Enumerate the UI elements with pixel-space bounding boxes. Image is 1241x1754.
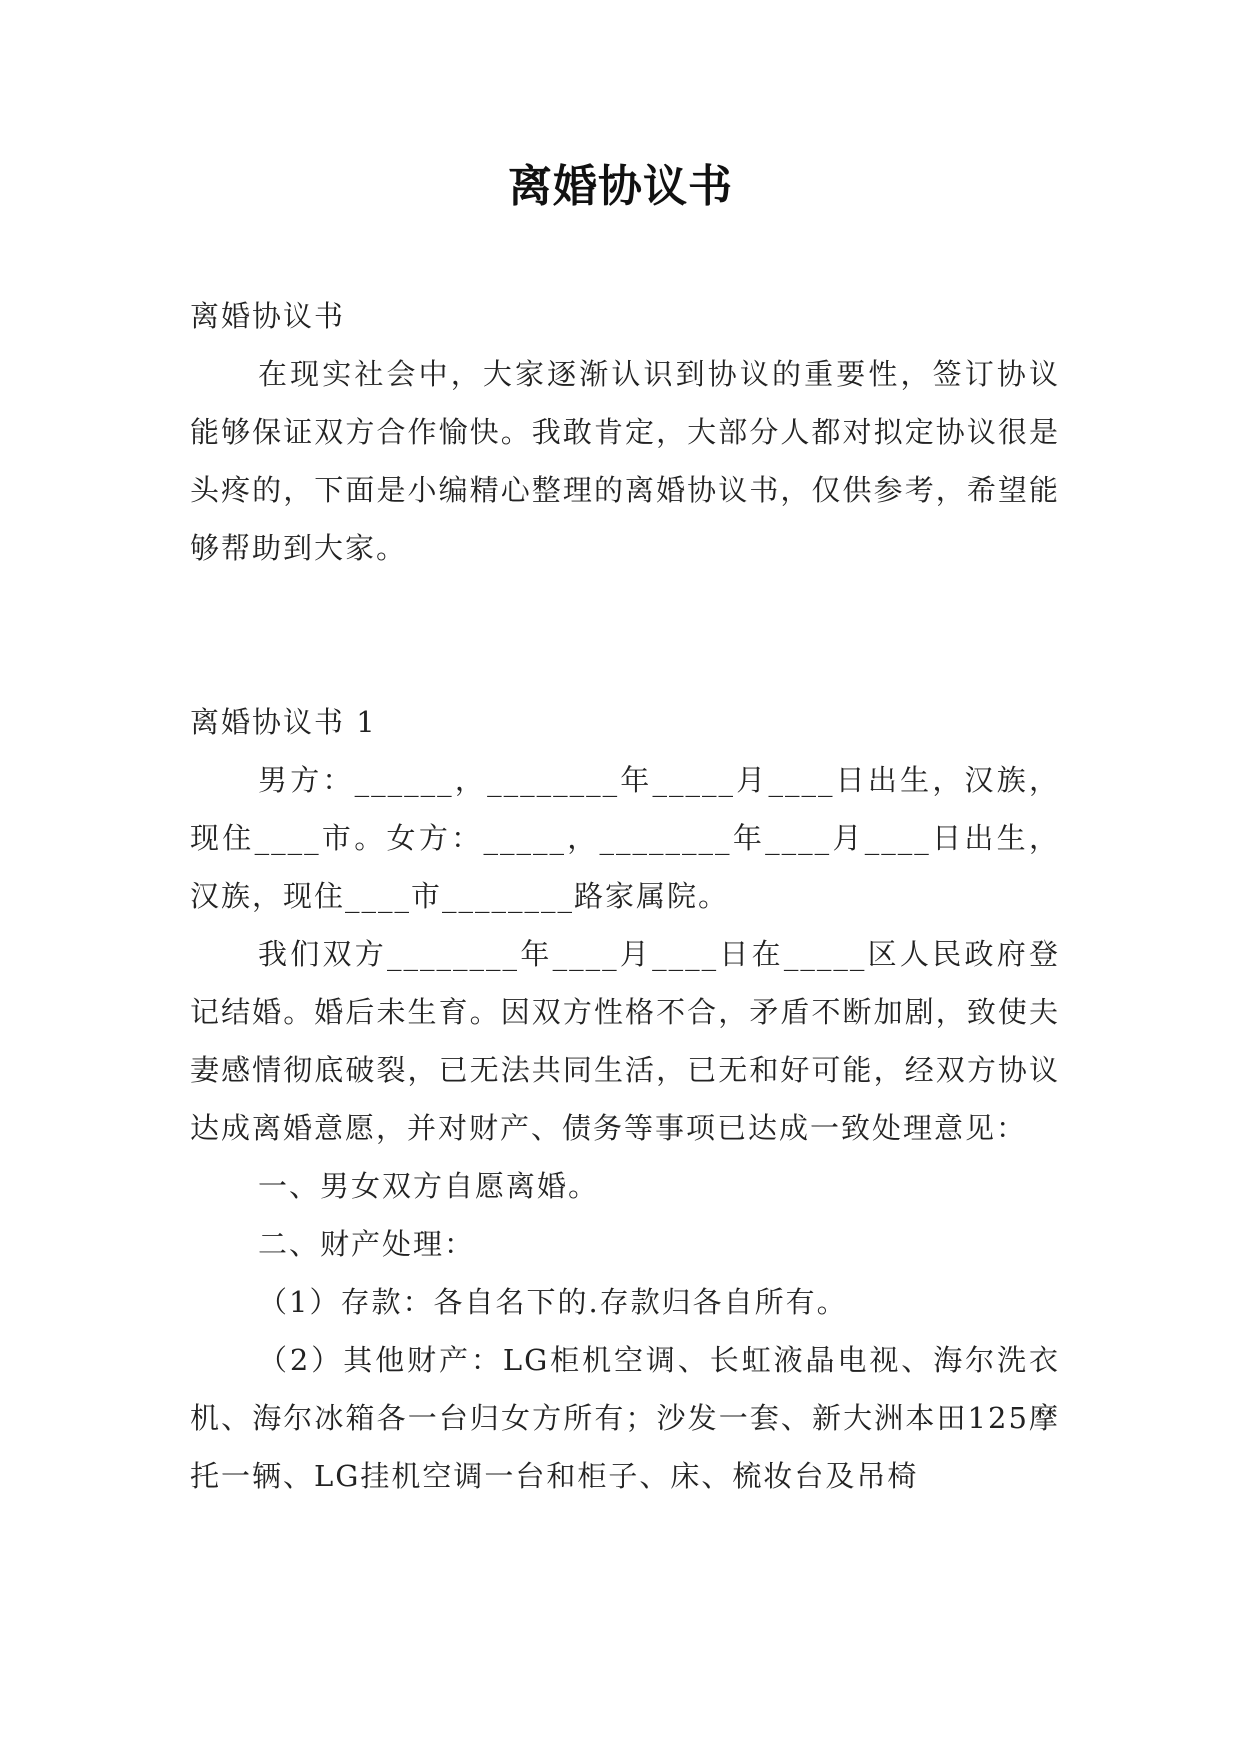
marriage-paragraph: 我们双方________年____月____日在_____区人民政府登记结婚。婚后未生育。因双方性格不合，矛盾不断加剧，致使夫妻感情彻底破裂，已无法共同生活，已无和好可能，经双方协议达成离婚意愿，并对财产、债务等事项已达成一致处理意见： (190, 937, 1060, 1145)
document-heading: 离婚协议书 (190, 299, 346, 333)
clause-divorce: 一、男女双方自愿离婚。 (258, 1169, 600, 1203)
section-spacer (190, 577, 1060, 693)
clause-other-property: （2）其他财产：LG柜机空调、长虹液晶电视、海尔洗衣机、海尔冰箱各一台归女方所有；沙发一套、新大洲本田125摩托一辆、LG挂机空调一台和柜子、床、梳妆台及吊椅 (190, 1343, 1060, 1493)
parties-paragraph: 男方：______，________年_____月____日出生，汉族，现住____市。女方：_____，________年____月____日出生，汉族，现住____市________路家属院。 (190, 763, 1060, 913)
document-title: 离婚协议书 (508, 161, 733, 212)
section-heading: 离婚协议书 1 (190, 705, 377, 739)
intro-paragraph: 在现实社会中，大家逐渐认识到协议的重要性，签订协议能够保证双方合作愉快。我敢肯定，大部分人都对拟定协议很是头疼的，下面是小编精心整理的离婚协议书，仅供参考，希望能够帮助到大家。 (190, 357, 1060, 565)
clause-property: 二、财产处理： (258, 1227, 476, 1261)
clause-savings: （1）存款：各自名下的.存款归各自所有。 (258, 1285, 848, 1319)
document-body (190, 287, 1060, 1505)
